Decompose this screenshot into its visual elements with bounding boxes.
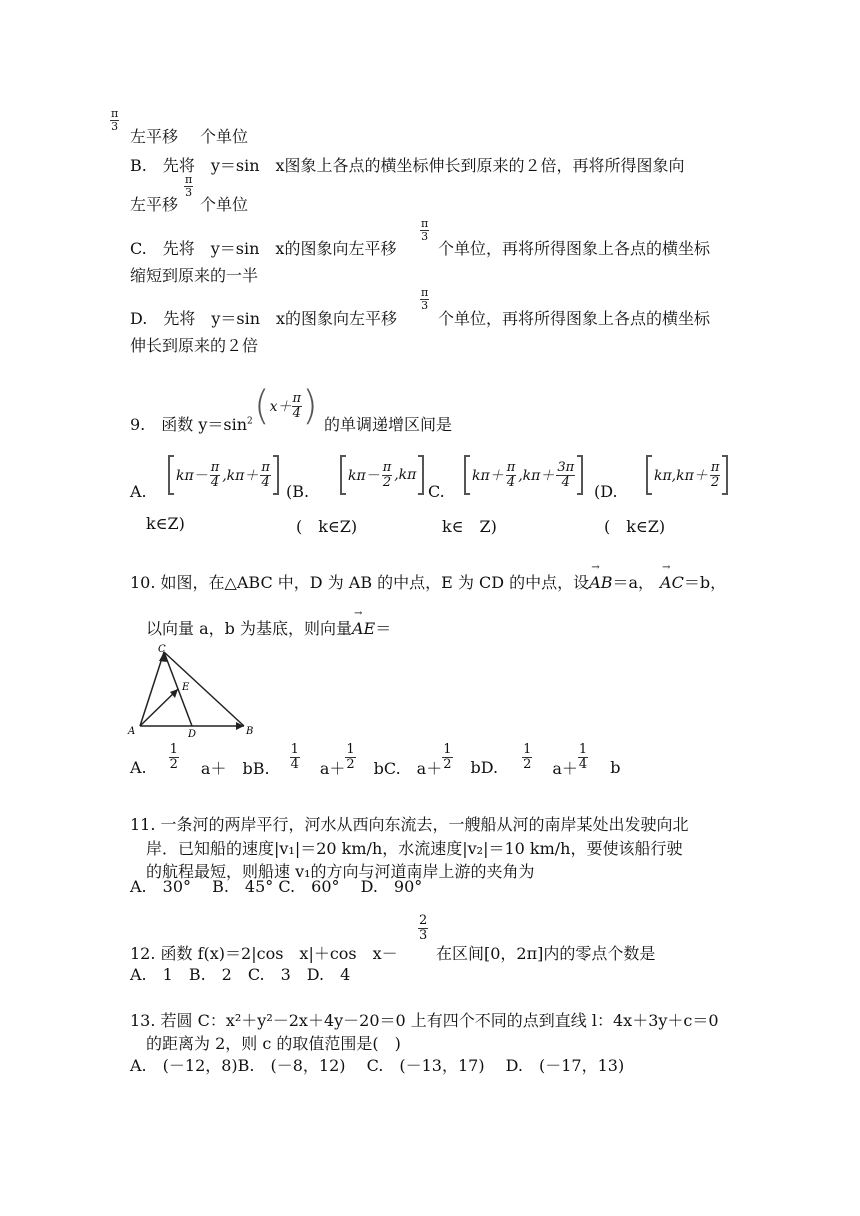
label-a: A [128, 726, 136, 737]
q9-option-d-label: (D. [594, 482, 618, 501]
q10-line2-text: 以向量 a，b 为基底，则向量 [146, 619, 352, 638]
option-text: a＋ bB. [200, 759, 270, 778]
text-line: 个单位 [200, 195, 249, 214]
text-line: 左平移 [130, 195, 179, 214]
q9-superscript: 2 [247, 416, 253, 427]
q9-kz: k∈ Z) [442, 517, 497, 536]
q10-eq: ＝ [375, 619, 392, 638]
frac-den: 4 [210, 474, 220, 490]
frac-num: 1 [290, 742, 299, 757]
frac-den: 2 [346, 757, 355, 772]
q10-line2 [146, 616, 391, 639]
option-text: b [610, 758, 621, 777]
frac-num: π [506, 459, 516, 475]
interval-part: kπ,kπ＋ [654, 468, 708, 484]
q11-line: 11. 一条河的两岸平行，河水从西向东流去，一艘船从河的南岸某处出发驶向北 [130, 815, 689, 834]
q9-stem [130, 412, 253, 435]
q12-stem-tail: 在区间[0，2π]内的零点个数是 [436, 944, 656, 963]
text-line: 个单位 [200, 127, 249, 146]
q13-options: A. (－12，8)B. (－8，12) C. (－13，17) D. (－17，13) [130, 1056, 625, 1075]
frac-num: π [421, 286, 429, 299]
q10-stem [130, 570, 726, 593]
fraction [418, 914, 428, 943]
q9-stem-tail: 的单调递增区间是 [324, 415, 453, 434]
option-c-line2: 缩短到原来的一半 [130, 266, 259, 285]
frac-num: π [185, 173, 193, 186]
option-label: A. [130, 758, 147, 777]
q11-line: 的航程最短，则船速 v₁的方向与河道南岸上游的夹角为 [146, 862, 535, 881]
q9-option-b-label: (B. [286, 482, 310, 501]
q9-option-a-label: A. [130, 482, 147, 501]
vector-ae: → AE [352, 619, 375, 638]
q10-eq: ＝a， [612, 573, 655, 592]
q9-stem-text: 9. 函数 y＝sin [130, 415, 248, 434]
text-line: 左平移 [130, 127, 179, 146]
right-paren: ) [302, 383, 318, 429]
frac-num: π [261, 459, 270, 475]
q9-option-a-interval [168, 455, 279, 495]
frac-num: 2 [419, 913, 428, 928]
q9-kz: ( k∈Z) [604, 517, 666, 536]
pi-over-3-fraction [420, 218, 429, 243]
q9-paren-expression [254, 383, 318, 429]
fraction [578, 743, 588, 772]
vector-ab: → AB [589, 573, 612, 592]
q13-line: 的距离为 2，则 c 的取值范围是( ) [146, 1034, 401, 1053]
q10-eq: ＝b， [683, 573, 727, 592]
label-d: D [188, 729, 197, 740]
option-b-line: B. 先将 y＝sin x图象上各点的横坐标伸长到原来的２倍，再将所得图象向 [130, 156, 685, 175]
q9-option-b-interval [340, 455, 424, 495]
frac-den: 3 [421, 299, 429, 312]
q9-inner: x＋ [269, 399, 292, 415]
frac-den: 3 [419, 928, 428, 943]
fraction [442, 743, 452, 772]
left-paren: ( [254, 383, 270, 429]
option-d-line: D. 先将 y＝sin x的图象向左平移 [130, 309, 398, 328]
interval-part: ,kπ＋ [518, 468, 555, 484]
frac-den: 3 [185, 186, 193, 199]
q10-options [130, 736, 620, 779]
q11-options: A. 30° B. 45° C. 60° D. 90° [130, 877, 423, 896]
label-b: B [246, 726, 254, 737]
interval-part: ,kπ [394, 467, 417, 483]
frac-num: π [111, 107, 119, 120]
fraction [345, 743, 355, 772]
interval-part: kπ＋ [472, 468, 504, 484]
q9-option-c-label: C. [428, 482, 445, 501]
option-c-line: 个单位，再将所得图象上各点的横坐标 [438, 239, 711, 258]
fraction [290, 743, 300, 772]
option-text: bD. [470, 758, 499, 777]
frac-num: π [421, 217, 429, 230]
frac-num: 1 [443, 742, 452, 757]
vector-ac: → AC [660, 573, 684, 592]
q9-option-c-interval [464, 455, 583, 495]
fraction [522, 743, 532, 772]
option-text: a＋ [552, 759, 578, 778]
q12-stem: 12. 函数 f(x)＝2|cos x|＋cos x－ [130, 944, 398, 963]
option-d-line2: 伸长到原来的２倍 [130, 336, 259, 355]
frac-num: 1 [169, 742, 178, 757]
side-cb [164, 652, 244, 726]
frac-den: 4 [578, 757, 588, 772]
frac-den: 2 [382, 474, 392, 490]
frac-den: 2 [523, 757, 532, 772]
frac-num: π [710, 459, 720, 475]
frac-den: 2 [710, 474, 720, 490]
frac-den: 4 [292, 405, 301, 421]
q13-line: 13. 若圆 C：x²＋y²－2x＋4y－20＝0 上有四个不同的点到直线 l：4x＋3y＋c＝0 [130, 1011, 719, 1030]
frac-den: 4 [561, 474, 570, 490]
interval-part: ,kπ＋ [222, 468, 259, 484]
q9-kz: k∈Z) [146, 514, 185, 533]
pi-over-3-fraction [184, 174, 193, 199]
pi-over-3-fraction [110, 108, 119, 133]
label-c: C [158, 644, 166, 655]
frac-den: 3 [111, 120, 119, 133]
frac-num: 1 [523, 742, 532, 757]
pi-over-3-fraction [420, 287, 429, 312]
frac-den: 4 [261, 474, 270, 490]
frac-num: π [292, 390, 302, 406]
option-d-line: 个单位，再将所得图象上各点的横坐标 [438, 309, 711, 328]
q12-options: A. 1 B. 2 C. 3 D. 4 [130, 965, 351, 984]
option-text: a＋ [319, 759, 346, 778]
frac-num: π [210, 459, 220, 475]
frac-den: 2 [169, 757, 178, 772]
interval-part: kπ－ [348, 468, 380, 484]
q11-line: 岸．已知船的速度|v₁|＝20 km/h，水流速度|v₂|＝10 km/h，要使该船行驶 [146, 839, 683, 858]
frac-den: 2 [443, 757, 452, 772]
frac-num: 1 [578, 742, 588, 757]
frac-num: 3π [557, 459, 575, 475]
option-text: bC. a＋ [373, 759, 443, 778]
frac-den: 3 [421, 230, 429, 243]
frac-den: 4 [506, 474, 516, 490]
q9-option-d-interval [646, 455, 728, 495]
q10-stem-text: 10. 如图，在△ABC 中，D 为 AB 的中点，E 为 CD 的中点，设 [130, 573, 590, 592]
option-c-line: C. 先将 y＝sin x的图象向左平移 [130, 239, 397, 258]
frac-num: π [382, 459, 392, 475]
interval-part: kπ－ [176, 468, 208, 484]
frac-den: 4 [290, 757, 299, 772]
triangle-figure [126, 644, 260, 740]
frac-num: 1 [346, 742, 355, 757]
fraction [169, 743, 179, 772]
q9-kz: ( k∈Z) [296, 517, 358, 536]
label-e: E [182, 682, 190, 693]
